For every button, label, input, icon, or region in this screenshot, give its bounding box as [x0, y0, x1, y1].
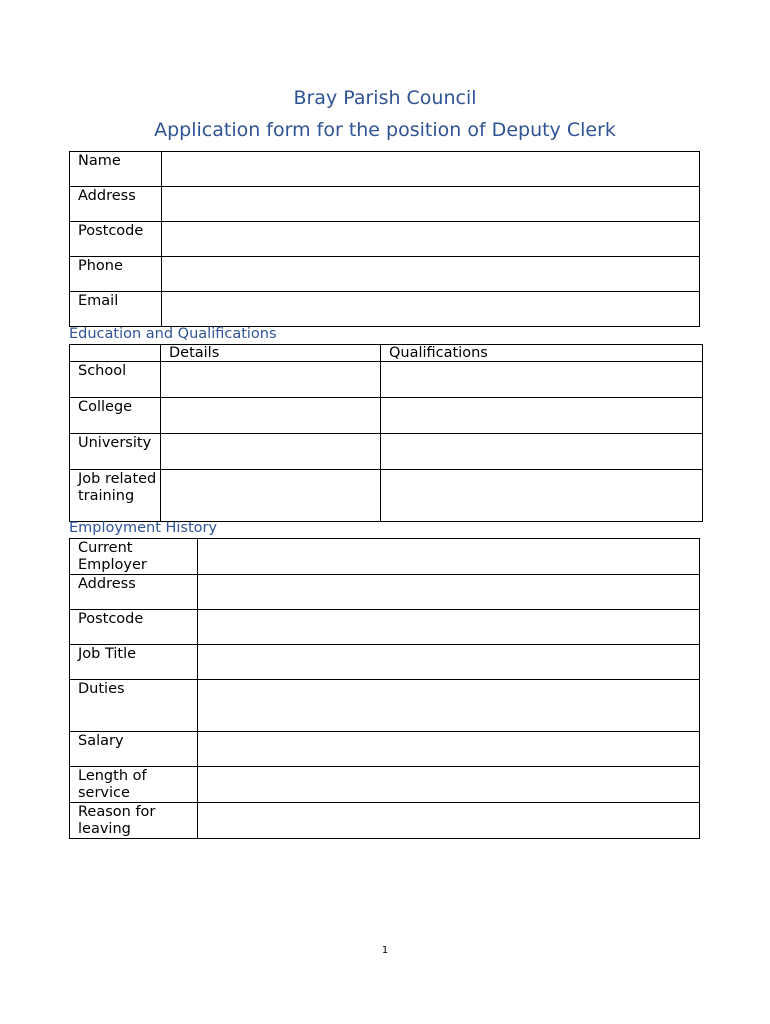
- employer-postcode-field[interactable]: [198, 610, 700, 645]
- table-row: [70, 610, 700, 645]
- table-row: [70, 767, 700, 803]
- name-label: Name: [70, 152, 162, 187]
- phone-field[interactable]: [162, 257, 700, 292]
- employment-heading: Employment History: [69, 520, 218, 536]
- column-header-qualifications: Qualifications: [381, 345, 703, 362]
- table-row: [70, 470, 703, 522]
- employer-address-field[interactable]: [198, 575, 700, 610]
- email-label: Email: [70, 292, 162, 327]
- employer-address-label: Address: [70, 575, 198, 610]
- address-label: Address: [70, 187, 162, 222]
- postcode-label: Postcode: [70, 222, 162, 257]
- length-of-service-label: Length of service: [70, 767, 198, 803]
- job-title-field[interactable]: [198, 645, 700, 680]
- current-employer-label: Current Employer: [70, 539, 198, 575]
- duties-field[interactable]: [198, 680, 700, 732]
- phone-label: Phone: [70, 257, 162, 292]
- university-label: University: [70, 434, 161, 470]
- length-of-service-field[interactable]: [198, 767, 700, 803]
- salary-field[interactable]: [198, 732, 700, 767]
- column-header-details: Details: [161, 345, 381, 362]
- table-row: [70, 539, 700, 575]
- school-label: School: [70, 362, 161, 398]
- table-row: [70, 362, 703, 398]
- table-row: [70, 398, 703, 434]
- table-row: [70, 803, 700, 839]
- table-row: [70, 187, 700, 222]
- table-header-row: [70, 345, 703, 362]
- form-title: Application form for the position of Deputy Clerk: [154, 119, 616, 141]
- address-field[interactable]: [162, 187, 700, 222]
- college-qualifications-field[interactable]: [381, 398, 703, 434]
- contact-details-table: [69, 151, 700, 327]
- postcode-field[interactable]: [162, 222, 700, 257]
- table-row: [70, 152, 700, 187]
- reason-for-leaving-label: Reason for leaving: [70, 803, 198, 839]
- table-row: [70, 292, 700, 327]
- job-title-label: Job Title: [70, 645, 198, 680]
- council-title: Bray Parish Council: [293, 87, 477, 109]
- job-training-label: Job related training: [70, 470, 161, 522]
- column-header-blank: [70, 345, 161, 362]
- table-row: [70, 257, 700, 292]
- education-heading: Education and Qualifications: [69, 326, 277, 342]
- table-row: [70, 732, 700, 767]
- reason-for-leaving-field[interactable]: [198, 803, 700, 839]
- college-label: College: [70, 398, 161, 434]
- page-number: 1: [381, 945, 389, 956]
- table-row: [70, 575, 700, 610]
- job-training-qualifications-field[interactable]: [381, 470, 703, 522]
- table-row: [70, 645, 700, 680]
- current-employer-field[interactable]: [198, 539, 700, 575]
- table-row: [70, 434, 703, 470]
- employment-table: [69, 538, 700, 839]
- university-qualifications-field[interactable]: [381, 434, 703, 470]
- college-details-field[interactable]: [161, 398, 381, 434]
- duties-label: Duties: [70, 680, 198, 732]
- salary-label: Salary: [70, 732, 198, 767]
- employer-postcode-label: Postcode: [70, 610, 198, 645]
- school-qualifications-field[interactable]: [381, 362, 703, 398]
- job-training-details-field[interactable]: [161, 470, 381, 522]
- email-field[interactable]: [162, 292, 700, 327]
- table-row: [70, 680, 700, 732]
- university-details-field[interactable]: [161, 434, 381, 470]
- table-row: [70, 222, 700, 257]
- name-field[interactable]: [162, 152, 700, 187]
- school-details-field[interactable]: [161, 362, 381, 398]
- education-table: [69, 344, 703, 522]
